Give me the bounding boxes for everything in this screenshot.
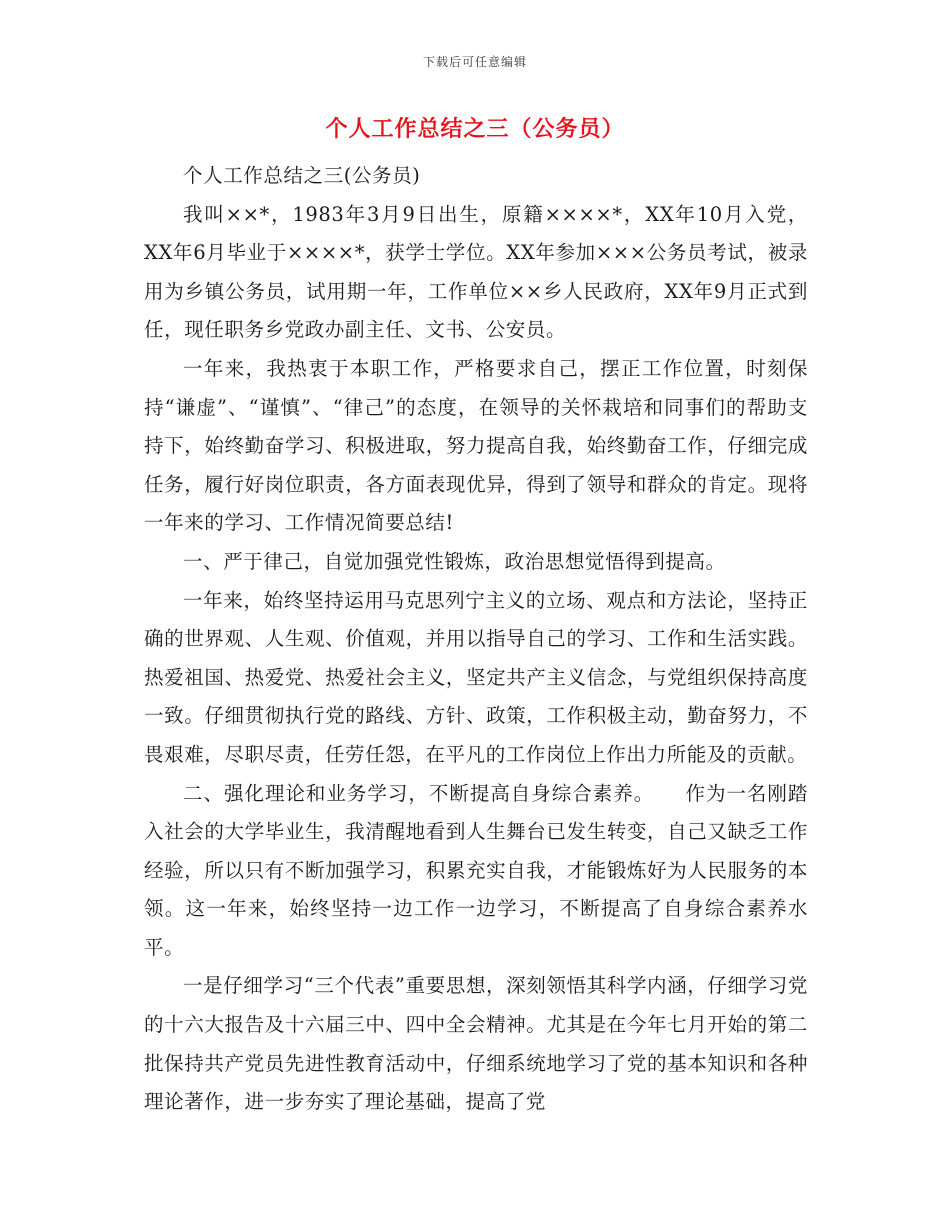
document-title: 个人工作总结之三（公务员）: [325, 116, 625, 142]
paragraph-personal-info: 我叫××*，1983年3月9日出生，原籍××××*，XX年10月入党，XX年6月毕业于××××*，获学士学位。XX年参加×××公务员考试，被录用为乡镇公务员，试用期一年，工作单位××乡人民政府，XX年9月正式到任，现任职务乡党政办副主任、文书、公安员。: [144, 202, 808, 342]
paragraph-subtitle: 个人工作总结之三(公务员): [183, 164, 421, 187]
document-body: [144, 157, 808, 1122]
paragraph-overview: 一年来，我热衷于本职工作，严格要求自己，摆正工作位置，时刻保持“谦虚”、“谨慎”、“律己”的态度，在领导的关怀栽培和同事们的帮助支持下，始终勤奋学习、积极进取，努力提高自我，始终勤奋工作，仔细完成任务，履行好岗位职责，各方面表现优异，得到了领导和群众的肯定。现将一年来的学习、工作情况简要总结!: [144, 356, 808, 535]
paragraph-study: 一是仔细学习“三个代表”重要思想，深刻领悟其科学内涵，仔细学习党的十六大报告及十六届三中、四中全会精神。尤其是在今年七月开始的第二批保持共产党员先进性教育活动中，仔细系统地学习了党的基本知识和各种理论著作，进一步夯实了理论基础，提高了党: [144, 974, 808, 1114]
header-note: 下载后可任意编辑: [422, 55, 527, 69]
section-heading-1: 一、严于律己，自觉加强党性锻炼，政治思想觉悟得到提高。: [183, 549, 726, 573]
paragraph-section-1: 一年来，始终坚持运用马克思列宁主义的立场、观点和方法论，坚持正确的世界观、人生观、价值观，并用以指导自己的学习、工作和生活实践。热爱祖国、热爱党、热爱社会主义，坚定共产主义信念，与党组织保持高度一致。仔细贯彻执行党的路线、方针、政策，工作积极主动，勤奋努力，不畏艰难，尽职尽责，任劳任怨，在平凡的工作岗位上作出力所能及的贡献。: [144, 588, 808, 766]
section-heading-2: 二、强化理论和业务学习，不断提高自身综合素养。 作为一名刚踏入社会的大学毕业生，我清醒地看到人生舞台已发生转变，自己又缺乏工作经验，所以只有不断加强学习，积累充实自我，才能锻炼好为人民服务的本领。这一年来，始终坚持一边工作一边学习，不断提高了自身综合素养水平。: [144, 781, 808, 959]
